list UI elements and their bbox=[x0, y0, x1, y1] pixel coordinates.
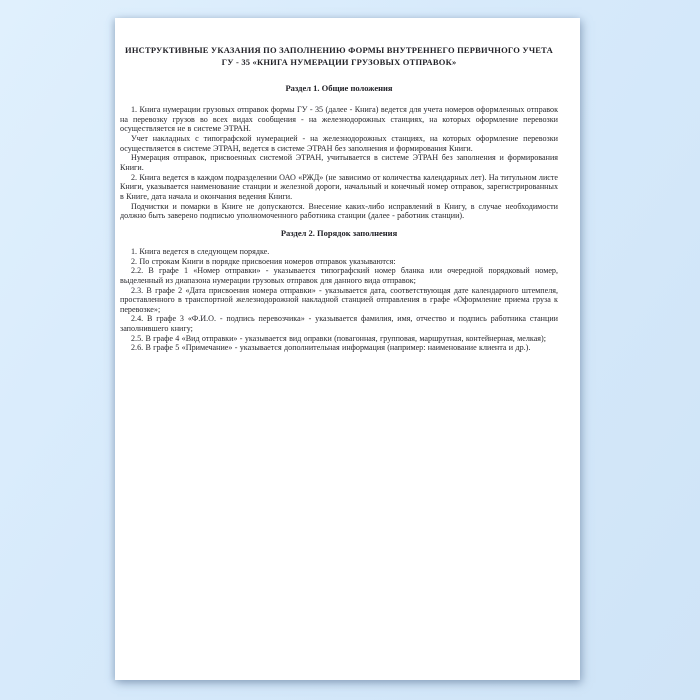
document-page bbox=[115, 18, 580, 680]
paragraph: Подчистки и помарки в Книге не допускаются. Внесение каких-либо исправлений в Книгу, в случае необходимости должно быть заверено подписью уполномоченного работника станции (далее - работник станции). bbox=[120, 201, 558, 221]
paragraph: Учет накладных с типографской нумерацией - на железнодорожных станциях, на которых оформление перевозки осуществляется в системе ЭТРАН, ведется в системе ЭТРАН без заполнения и формирования Книги. bbox=[120, 133, 558, 153]
document-title-line-1: ИНСТРУКТИВНЫЕ УКАЗАНИЯ ПО ЗАПОЛНЕНИЮ ФОРМЫ ВНУТРЕННЕГО ПЕРВИЧНОГО УЧЕТА bbox=[125, 45, 553, 55]
paragraph: 2.3. В графе 2 «Дата присвоения номера отправки» - указывается дата, соответствующая дате календарного штемпеля, проставленного в транспортной железнодорожной накладной станцией отправления в графе «Оформление приема груза к перевозке»; bbox=[120, 285, 558, 314]
paragraph: 1. Книга нумерации грузовых отправок формы ГУ - 35 (далее - Книга) ведется для учета номеров оформленных отправок на перевозку грузов во всех видах сообщения - на железнодорожных станциях, на которых оформление перевозки осуществляется не в системе ЭТРАН. bbox=[120, 105, 558, 134]
document-title-line-2: ГУ - 35 «КНИГА НУМЕРАЦИИ ГРУЗОВЫХ ОТПРАВОК» bbox=[221, 57, 457, 67]
document-content bbox=[120, 18, 558, 353]
paragraph: 2. По строкам Книги в порядке присвоения номеров отправок указываются: bbox=[131, 256, 396, 266]
document-title bbox=[120, 44, 558, 68]
paragraph: 2.5. В графе 4 «Вид отправки» - указывается вид оправки (повагонная, групповая, маршрутная, контейнерная, мелкая); bbox=[131, 333, 546, 343]
paragraph: 1. Книга ведется в следующем порядке. bbox=[131, 246, 270, 256]
paragraph: 2.4. В графе 3 «Ф.И.О. - подпись перевозчика» - указывается фамилия, имя, отчество и подпись работника станции заполнившего книгу; bbox=[120, 314, 558, 334]
paragraph: 2.2. В графе 1 «Номер отправки» - указывается типографский номер бланка или очередной порядковый номер, выделенный из диапазона нумерации грузовых отправок для данного вида отправок; bbox=[120, 266, 558, 285]
section-1 bbox=[120, 83, 558, 221]
section-1-heading: Раздел 1. Общие положения bbox=[285, 83, 393, 93]
paragraph: Нумерация отправок, присвоенных системой ЭТРАН, учитывается в системе ЭТРАН без заполнения и формирования Книги. bbox=[120, 153, 558, 172]
section-2-heading: Раздел 2. Порядок заполнения bbox=[280, 227, 398, 238]
section-2 bbox=[120, 228, 558, 353]
paragraph: 2.6. В графе 5 «Примечание» - указывается дополнительная информация (например: наименование клиента и др.). bbox=[131, 343, 531, 353]
paragraph: 2. Книга ведется в каждом подразделении ОАО «РЖД» (не зависимо от количества календарных лет). На титульном листе Книги, указывается наименование станции и железной дороги, начальный и конечный номер отправок, зарегистрированных в Книге, дата начала и окончания ведения Книги. bbox=[120, 172, 558, 201]
